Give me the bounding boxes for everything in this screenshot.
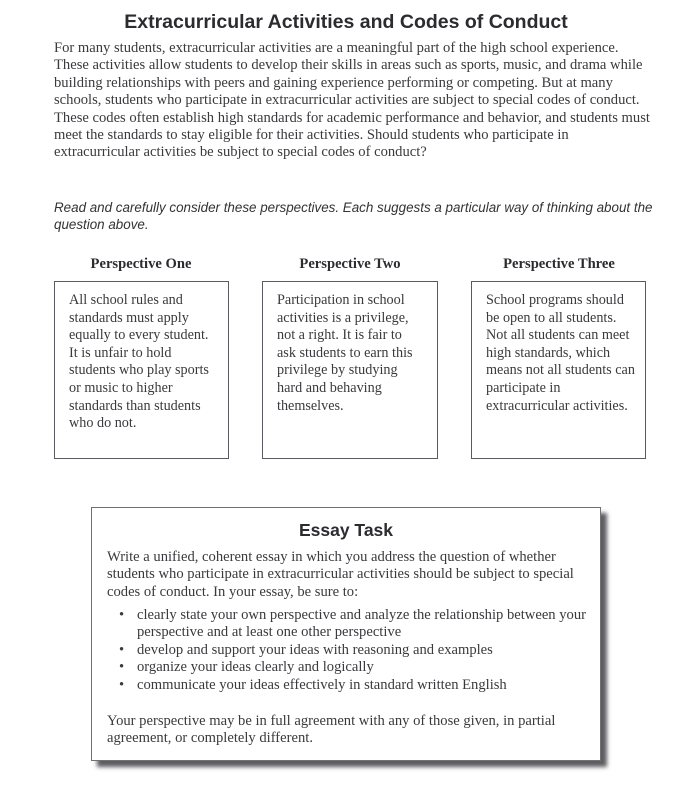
perspective-three-heading: Perspective Three — [503, 256, 615, 272]
bullet-text: clearly state your own perspective and analyze the relationship between your perspective and at least one other perspective — [137, 607, 586, 641]
essay-task-bullet — [107, 677, 587, 694]
essay-task-bullet — [107, 607, 587, 642]
essay-task-bullet — [107, 642, 587, 659]
essay-task-title: Essay Task — [298, 520, 394, 540]
essay-task-closing: Your perspective may be in full agreement with any of those given, in partial agreement, or completely different. — [107, 713, 556, 747]
perspective-one-text: All school rules and standards must apply equally to every student. It is unfair to hold students who play sports or music to higher standards than students who do not. — [69, 292, 209, 432]
essay-task-bullet-list — [107, 607, 587, 694]
bullet-icon: • — [119, 607, 125, 623]
perspective-two-text: Participation in school activities is a privilege, not a right. It is fair to ask students to earn this privilege by studying hard and behaving themselves. — [277, 292, 413, 414]
bullet-icon: • — [119, 641, 125, 658]
essay-task-bullet — [107, 659, 587, 676]
perspective-one-box — [54, 281, 229, 459]
instructions-text: Read and carefully consider these perspectives. Each suggests a particular way of thinking about the question above. — [54, 200, 653, 232]
bullet-icon: • — [119, 659, 125, 676]
bullet-text: communicate your ideas effectively in standard written English — [137, 676, 507, 693]
perspective-three-text: School programs should be open to all students. Not all students can meet high standards, which means not all students can participate in extracurricular activities. — [486, 292, 635, 414]
bullet-text: develop and support your ideas with reasoning and examples — [137, 641, 493, 658]
perspective-three-box — [471, 281, 646, 459]
essay-task-box — [91, 507, 601, 761]
perspective-two-heading: Perspective Two — [299, 256, 401, 272]
bullet-text: organize your ideas clearly and logically — [137, 659, 374, 676]
bullet-icon: • — [119, 676, 125, 693]
perspective-two-box — [262, 281, 438, 459]
perspective-one-heading: Perspective One — [90, 256, 192, 272]
page-title: Extracurricular Activities and Codes of Conduct — [124, 11, 568, 33]
essay-task-body: Write a unified, coherent essay in which you address the question of whether students who participate in extracurricular activities should be subject to special codes of conduct. In your essay, be sure to: — [107, 549, 574, 600]
intro-paragraph: For many students, extracurricular activities are a meaningful part of the high school experience. These activities allow students to develop their skills in areas such as sports, music, and drama while building relationships with peers and gaining experience performing or competing. But at many schools, students who participate in extracurricular activities are subject to special codes of conduct. These codes often establish high standards for academic performance and behavior, and students must meet the standards to stay eligible for their activities. Should students who participate in extracurricular activities be subject to special codes of conduct? — [54, 40, 650, 161]
